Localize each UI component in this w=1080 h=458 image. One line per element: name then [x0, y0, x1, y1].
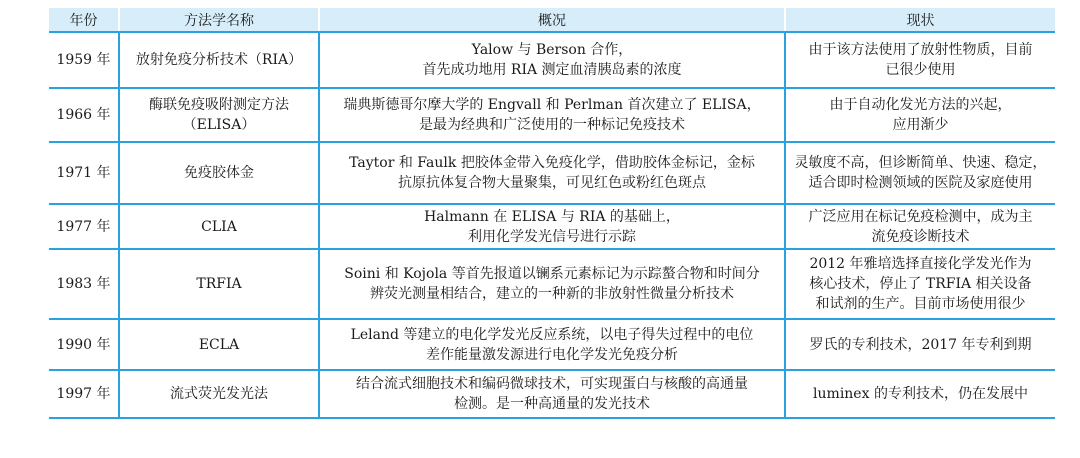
table-row — [49, 370, 1055, 418]
cell-year: 1971 年 — [49, 142, 119, 204]
cell-overview — [319, 319, 785, 370]
cell-line: luminex 的专利技术，仍在发展中 — [813, 386, 1028, 402]
cell-year: 1990 年 — [49, 319, 119, 370]
header-year: 年份 — [49, 8, 119, 32]
table-row — [49, 142, 1055, 204]
table-row — [49, 32, 1055, 88]
cell-line: 差作能量激发源进行电化学发光免疫分析 — [426, 346, 678, 363]
cell-line: 适合即时检测领域的医院及家庭使用 — [808, 175, 1033, 191]
cell-line: 流式荧光发光法 — [170, 386, 268, 402]
cell-line: 利用化学发光信号进行示踪 — [468, 228, 636, 245]
cell-line: 首先成功地用 RIA 测定血清胰岛素的浓度 — [422, 62, 682, 78]
cell-line: 已很少使用 — [885, 62, 956, 78]
cell-line: 和试剂的生产。目前市场使用很少 — [815, 296, 1026, 312]
cell-line: CLIA — [201, 218, 237, 235]
table-row — [49, 88, 1055, 142]
cell-status — [785, 249, 1055, 319]
header-overview: 概况 — [319, 8, 785, 32]
cell-status — [785, 319, 1055, 370]
cell-line: ECLA — [198, 336, 240, 353]
cell-line: 广泛应用在标记免疫检测中，成为主 — [808, 208, 1033, 225]
cell-method — [119, 319, 319, 370]
cell-year: 1959 年 — [49, 32, 119, 88]
cell-overview — [319, 88, 785, 142]
cell-line: 结合流式细胞技术和编码微球技术，可实现蛋白与核酸的高通量 — [356, 376, 748, 392]
cell-line: 2012 年雅培选择直接化学发光作为 — [809, 256, 1032, 272]
header-row — [49, 8, 1055, 32]
cell-line: 由于该方法使用了放射性物质，目前 — [808, 42, 1033, 58]
cell-method — [119, 32, 319, 88]
cell-line: Halmann 在 ELISA 与 RIA 的基础上， — [424, 208, 680, 225]
cell-line: 应用渐少 — [892, 117, 949, 133]
methodology-table — [49, 8, 1055, 419]
cell-status — [785, 370, 1055, 418]
cell-line: 罗氏的专利技术，2017 年专利到期 — [809, 336, 1032, 353]
cell-year: 1997 年 — [49, 370, 119, 418]
cell-method — [119, 204, 319, 249]
cell-year: 1983 年 — [49, 249, 119, 319]
cell-method — [119, 88, 319, 142]
cell-status — [785, 142, 1055, 204]
cell-line: 辨荧光测量相结合，建立的一种新的非放射性微量分析技术 — [370, 286, 734, 302]
header-status: 现状 — [785, 8, 1055, 32]
cell-overview — [319, 249, 785, 319]
cell-year: 1966 年 — [49, 88, 119, 142]
table-body — [49, 32, 1055, 418]
cell-line: Leland 等建立的电化学发光反应系统，以电子得失过程中的电位 — [350, 326, 754, 343]
cell-line: Yalow 与 Berson 合作， — [471, 42, 633, 58]
cell-line: 抗原抗体复合物大量聚集，可见红色或粉红色斑点 — [398, 175, 706, 191]
cell-line: TRFIA — [196, 276, 242, 292]
table-row — [49, 249, 1055, 319]
cell-method — [119, 142, 319, 204]
cell-status — [785, 204, 1055, 249]
cell-overview — [319, 142, 785, 204]
cell-line: 流免疫诊断技术 — [871, 228, 970, 245]
cell-method — [119, 249, 319, 319]
cell-overview — [319, 32, 785, 88]
table-header — [49, 8, 1055, 32]
cell-line: Soini 和 Kojola 等首先报道以镧系元素标记为示踪螯合物和时间分 — [344, 266, 760, 282]
cell-overview — [319, 370, 785, 418]
cell-line: 酶联免疫吸附测定方法 — [149, 97, 289, 113]
cell-status — [785, 32, 1055, 88]
table-container — [49, 8, 1055, 419]
header-method: 方法学名称 — [119, 8, 319, 32]
table-row — [49, 204, 1055, 249]
cell-year: 1977 年 — [49, 204, 119, 249]
cell-method — [119, 370, 319, 418]
cell-line: 瑞典斯德哥尔摩大学的 Engvall 和 Perlman 首次建立了 ELISA， — [343, 97, 761, 113]
cell-line: 免疫胶体金 — [184, 165, 254, 181]
cell-line: 是最为经典和广泛使用的一种标记免疫技术 — [419, 117, 685, 133]
cell-line: Taytor 和 Faulk 把胶体金带入免疫化学，借助胶体金标记，金标 — [349, 155, 755, 171]
cell-line: 由于自动化发光方法的兴起， — [829, 97, 1012, 113]
cell-line: 检测。是一种高通量的发光技术 — [454, 396, 650, 412]
table-row — [49, 319, 1055, 370]
cell-line: （ELISA） — [182, 117, 256, 133]
cell-overview — [319, 204, 785, 249]
cell-status — [785, 88, 1055, 142]
cell-line: 放射免疫分析技术（RIA） — [135, 52, 303, 68]
cell-line: 核心技术，停止了 TRFIA 相关设备 — [809, 276, 1032, 292]
cell-line: 灵敏度不高，但诊断简单、快速、稳定， — [794, 155, 1047, 171]
